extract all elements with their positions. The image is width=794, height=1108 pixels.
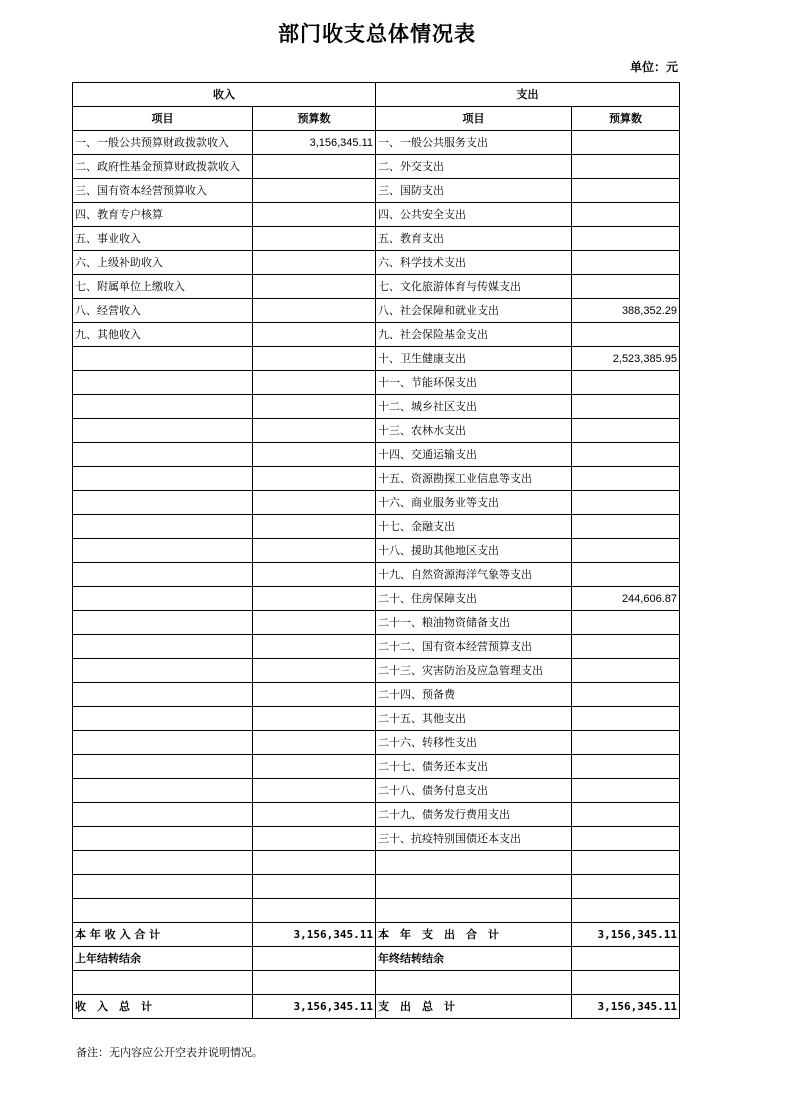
table-row xyxy=(73,275,680,299)
income-amount-cell xyxy=(253,419,376,443)
expense-amount-cell xyxy=(572,539,680,563)
income-item-cell: 一、一般公共预算财政拨款收入 xyxy=(73,131,253,155)
table-row xyxy=(73,611,680,635)
income-amount-cell xyxy=(253,683,376,707)
income-amount-cell xyxy=(253,179,376,203)
income-item-cell xyxy=(73,731,253,755)
expense-amount-cell xyxy=(572,803,680,827)
income-amount-cell xyxy=(253,467,376,491)
expense-amount-cell xyxy=(572,131,680,155)
expense-amount-cell xyxy=(572,275,680,299)
page-title: 部门收支总体情况表 xyxy=(278,22,476,46)
expense-amount-cell xyxy=(572,227,680,251)
income-item-cell xyxy=(73,851,253,875)
table-row xyxy=(73,251,680,275)
table-body xyxy=(73,131,680,923)
expense-amount-cell xyxy=(572,707,680,731)
expense-item-cell: 二十九、债务发行费用支出 xyxy=(376,803,572,827)
income-item-cell: 二、政府性基金预算财政拨款收入 xyxy=(73,155,253,179)
income-amount-cell xyxy=(253,395,376,419)
expense-item-cell: 十、卫生健康支出 xyxy=(376,347,572,371)
table-row xyxy=(73,179,680,203)
expense-item-cell: 四、公共安全支出 xyxy=(376,203,572,227)
table-row xyxy=(73,731,680,755)
expense-item-cell: 十四、交通运输支出 xyxy=(376,443,572,467)
table-row xyxy=(73,539,680,563)
income-item-cell xyxy=(73,707,253,731)
expense-amount-cell xyxy=(572,659,680,683)
expense-amount-cell xyxy=(572,323,680,347)
expense-amount-cell xyxy=(572,419,680,443)
income-item-header: 项目 xyxy=(73,107,253,131)
income-amount-cell xyxy=(253,707,376,731)
income-amount-cell xyxy=(253,803,376,827)
expense-amount-cell xyxy=(572,515,680,539)
blank-row xyxy=(73,971,680,995)
expense-amount-cell xyxy=(572,491,680,515)
income-amount-cell xyxy=(253,275,376,299)
income-item-cell xyxy=(73,683,253,707)
expense-section-header: 支出 xyxy=(376,83,680,107)
carry-in-amount xyxy=(253,947,376,971)
table-row xyxy=(73,515,680,539)
table-row xyxy=(73,851,680,875)
table-row xyxy=(73,371,680,395)
income-item-cell xyxy=(73,899,253,923)
year-expense-total-amount: 3,156,345.11 xyxy=(572,923,680,947)
income-item-cell: 四、教育专户核算 xyxy=(73,203,253,227)
income-amount-cell xyxy=(253,155,376,179)
expense-item-cell: 二十、住房保障支出 xyxy=(376,587,572,611)
expense-amount-cell xyxy=(572,203,680,227)
expense-amount-cell xyxy=(572,371,680,395)
income-amount-cell xyxy=(253,203,376,227)
expense-item-cell: 九、社会保险基金支出 xyxy=(376,323,572,347)
table-row xyxy=(73,155,680,179)
expense-item-cell: 十九、自然资源海洋气象等支出 xyxy=(376,563,572,587)
income-amount-cell xyxy=(253,899,376,923)
grand-expense-label: 支 出 总 计 xyxy=(376,995,572,1019)
expense-item-header: 项目 xyxy=(376,107,572,131)
table-row xyxy=(73,203,680,227)
table-row xyxy=(73,395,680,419)
expense-item-cell xyxy=(376,851,572,875)
expense-amount-cell: 388,352.29 xyxy=(572,299,680,323)
budget-table xyxy=(72,82,680,1019)
expense-amount-cell xyxy=(572,851,680,875)
expense-amount-cell xyxy=(572,443,680,467)
blank-cell xyxy=(572,971,680,995)
expense-item-cell: 十三、农林水支出 xyxy=(376,419,572,443)
table-row xyxy=(73,563,680,587)
expense-item-cell: 十六、商业服务业等支出 xyxy=(376,491,572,515)
income-item-cell: 九、其他收入 xyxy=(73,323,253,347)
income-amount-cell xyxy=(253,587,376,611)
table-row xyxy=(73,443,680,467)
income-amount-cell xyxy=(253,443,376,467)
expense-amount-cell: 244,606.87 xyxy=(572,587,680,611)
table-row xyxy=(73,707,680,731)
income-amount-cell xyxy=(253,491,376,515)
expense-amount-cell xyxy=(572,875,680,899)
expense-item-cell: 二、外交支出 xyxy=(376,155,572,179)
year-income-total-label: 本 年 收 入 合 计 xyxy=(73,923,253,947)
table-row xyxy=(73,227,680,251)
income-item-cell xyxy=(73,587,253,611)
table-row xyxy=(73,323,680,347)
footnote: 备注：无内容应公开空表并说明情况。 xyxy=(76,1046,263,1059)
income-amount-cell xyxy=(253,323,376,347)
income-amount-cell xyxy=(253,563,376,587)
income-amount-cell xyxy=(253,635,376,659)
blank-cell xyxy=(253,971,376,995)
expense-item-cell: 二十三、灾害防治及应急管理支出 xyxy=(376,659,572,683)
expense-item-cell: 十七、金融支出 xyxy=(376,515,572,539)
table-row xyxy=(73,347,680,371)
column-header-row xyxy=(73,107,680,131)
year-expense-total-label: 本 年 支 出 合 计 xyxy=(376,923,572,947)
income-amount-cell xyxy=(253,755,376,779)
expense-amount-cell xyxy=(572,179,680,203)
table-row xyxy=(73,875,680,899)
section-header-row xyxy=(73,83,680,107)
expense-item-cell: 二十四、预备费 xyxy=(376,683,572,707)
table-row xyxy=(73,659,680,683)
expense-item-cell: 十一、节能环保支出 xyxy=(376,371,572,395)
income-item-cell xyxy=(73,611,253,635)
expense-amount-cell xyxy=(572,779,680,803)
table-row xyxy=(73,467,680,491)
table-row xyxy=(73,779,680,803)
expense-item-cell: 六、科学技术支出 xyxy=(376,251,572,275)
income-item-cell xyxy=(73,491,253,515)
carry-out-amount xyxy=(572,947,680,971)
table-row xyxy=(73,683,680,707)
income-amount-cell xyxy=(253,251,376,275)
carry-out-label: 年终结转结余 xyxy=(376,947,572,971)
year-income-total-amount: 3,156,345.11 xyxy=(253,923,376,947)
expense-amount-cell xyxy=(572,635,680,659)
table-row xyxy=(73,587,680,611)
carry-in-label: 上年结转结余 xyxy=(73,947,253,971)
table-row xyxy=(73,899,680,923)
income-item-cell xyxy=(73,467,253,491)
income-item-cell xyxy=(73,755,253,779)
expense-item-cell: 十五、资源勘探工业信息等支出 xyxy=(376,467,572,491)
grand-income-amount: 3,156,345.11 xyxy=(253,995,376,1019)
grand-income-label: 收 入 总 计 xyxy=(73,995,253,1019)
expense-item-cell: 五、教育支出 xyxy=(376,227,572,251)
expense-item-cell: 七、文化旅游体育与传媒支出 xyxy=(376,275,572,299)
blank-cell xyxy=(73,971,253,995)
table-row xyxy=(73,419,680,443)
income-item-cell xyxy=(73,563,253,587)
income-budget-header: 预算数 xyxy=(253,107,376,131)
income-amount-cell xyxy=(253,539,376,563)
income-item-cell xyxy=(73,635,253,659)
table-row xyxy=(73,635,680,659)
expense-item-cell: 十二、城乡社区支出 xyxy=(376,395,572,419)
income-item-cell xyxy=(73,803,253,827)
income-amount-cell xyxy=(253,371,376,395)
income-item-cell xyxy=(73,659,253,683)
expense-amount-cell xyxy=(572,395,680,419)
income-amount-cell xyxy=(253,347,376,371)
income-amount-cell xyxy=(253,515,376,539)
income-item-cell xyxy=(73,443,253,467)
expense-item-cell: 三、国防支出 xyxy=(376,179,572,203)
expense-item-cell: 三十、抗疫特别国债还本支出 xyxy=(376,827,572,851)
income-item-cell: 八、经营收入 xyxy=(73,299,253,323)
income-item-cell xyxy=(73,395,253,419)
income-amount-cell xyxy=(253,875,376,899)
unit-label: 单位：元 xyxy=(629,60,678,74)
income-amount-cell xyxy=(253,299,376,323)
year-total-row xyxy=(73,923,680,947)
carry-over-row xyxy=(73,947,680,971)
income-amount-cell xyxy=(253,227,376,251)
expense-item-cell: 二十二、国有资本经营预算支出 xyxy=(376,635,572,659)
income-item-cell: 七、附属单位上缴收入 xyxy=(73,275,253,299)
income-item-cell: 三、国有资本经营预算收入 xyxy=(73,179,253,203)
expense-item-cell: 一、一般公共服务支出 xyxy=(376,131,572,155)
expense-amount-cell xyxy=(572,251,680,275)
income-item-cell xyxy=(73,419,253,443)
income-amount-cell xyxy=(253,731,376,755)
expense-item-cell: 二十七、债务还本支出 xyxy=(376,755,572,779)
table-row xyxy=(73,827,680,851)
grand-expense-amount: 3,156,345.11 xyxy=(572,995,680,1019)
income-item-cell xyxy=(73,347,253,371)
income-item-cell xyxy=(73,515,253,539)
table-row xyxy=(73,131,680,155)
expense-item-cell xyxy=(376,899,572,923)
income-item-cell xyxy=(73,371,253,395)
expense-amount-cell xyxy=(572,827,680,851)
blank-cell xyxy=(376,971,572,995)
expense-amount-cell xyxy=(572,611,680,635)
expense-budget-header: 预算数 xyxy=(572,107,680,131)
expense-amount-cell xyxy=(572,755,680,779)
income-amount-cell: 3,156,345.11 xyxy=(253,131,376,155)
income-item-cell xyxy=(73,827,253,851)
expense-amount-cell: 2,523,385.95 xyxy=(572,347,680,371)
income-item-cell xyxy=(73,875,253,899)
expense-item-cell: 二十五、其他支出 xyxy=(376,707,572,731)
expense-amount-cell xyxy=(572,731,680,755)
expense-item-cell: 八、社会保障和就业支出 xyxy=(376,299,572,323)
expense-amount-cell xyxy=(572,467,680,491)
expense-item-cell: 二十六、转移性支出 xyxy=(376,731,572,755)
expense-amount-cell xyxy=(572,683,680,707)
income-amount-cell xyxy=(253,779,376,803)
income-amount-cell xyxy=(253,611,376,635)
grand-total-row xyxy=(73,995,680,1019)
table-row xyxy=(73,803,680,827)
income-item-cell xyxy=(73,779,253,803)
expense-item-cell xyxy=(376,875,572,899)
expense-item-cell: 十八、援助其他地区支出 xyxy=(376,539,572,563)
income-amount-cell xyxy=(253,827,376,851)
table-row xyxy=(73,491,680,515)
income-amount-cell xyxy=(253,851,376,875)
table-row xyxy=(73,755,680,779)
income-amount-cell xyxy=(253,659,376,683)
table-row xyxy=(73,299,680,323)
income-section-header: 收入 xyxy=(73,83,376,107)
expense-amount-cell xyxy=(572,155,680,179)
expense-item-cell: 二十一、粮油物资储备支出 xyxy=(376,611,572,635)
expense-item-cell: 二十八、债务付息支出 xyxy=(376,779,572,803)
expense-amount-cell xyxy=(572,899,680,923)
totals-body xyxy=(73,923,680,1019)
income-item-cell xyxy=(73,539,253,563)
income-item-cell: 五、事业收入 xyxy=(73,227,253,251)
expense-amount-cell xyxy=(572,563,680,587)
income-item-cell: 六、上级补助收入 xyxy=(73,251,253,275)
